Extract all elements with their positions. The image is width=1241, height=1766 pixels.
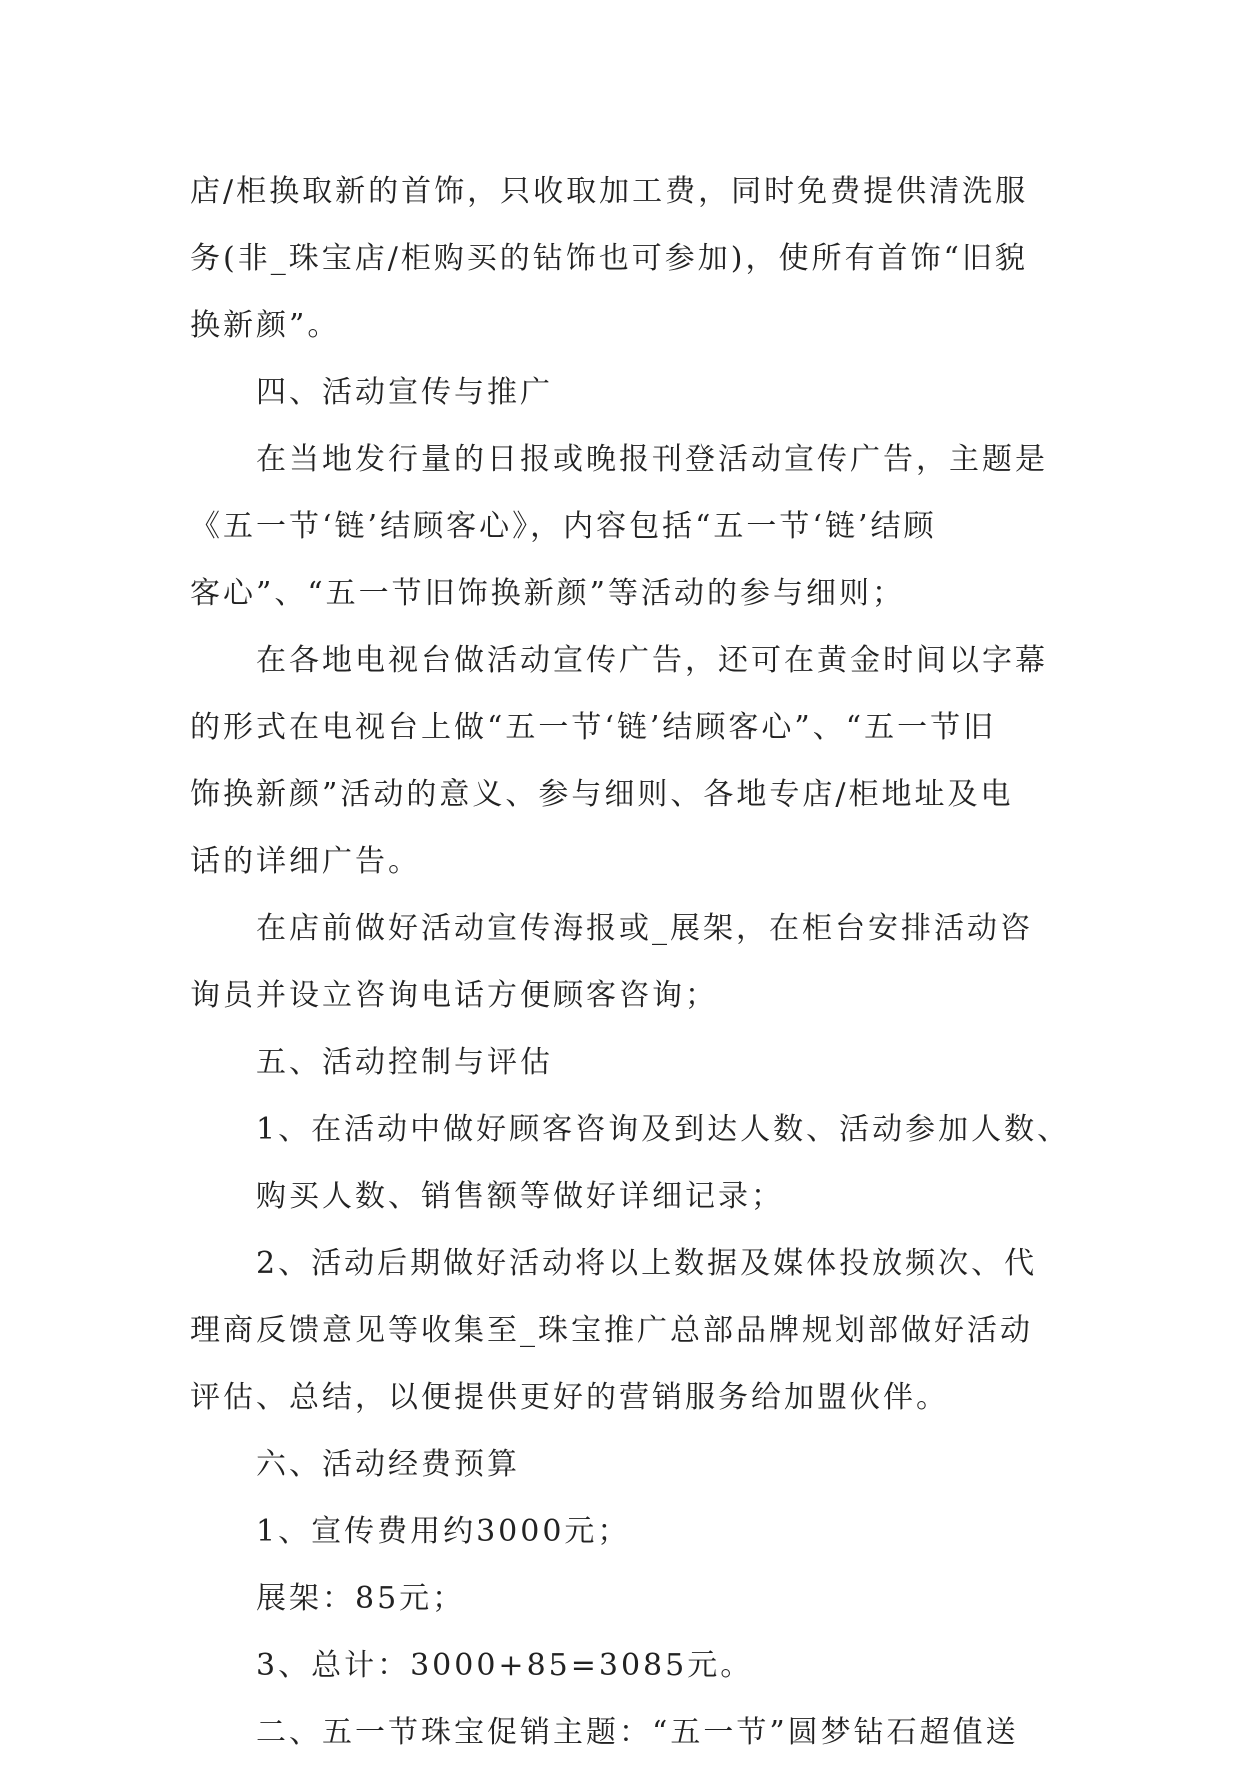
list-item: 展架：85元； (256, 1581, 466, 1616)
text-line: 饰换新颜”活动的意义、参与细则、各地专店/柜地址及电 (190, 777, 1014, 812)
text-line: 在当地发行量的日报或晚报刊登活动宣传广告，主题是 (256, 442, 1048, 477)
list-item: 1、在活动中做好顾客咨询及到达人数、活动参加人数、 (256, 1112, 1071, 1147)
text-line: 务(非_珠宝店/柜购买的钻饰也可参加)，使所有首饰“旧貌 (190, 241, 1028, 276)
text-line: 询员并设立咨询电话方便顾客咨询； (190, 978, 718, 1013)
text-line: 换新颜”。 (190, 308, 341, 343)
text-line: 话的详细广告。 (190, 844, 421, 879)
section-heading: 五、活动控制与评估 (256, 1045, 553, 1080)
list-item: 3、总计：3000+85=3085元。 (256, 1648, 754, 1683)
text-line: 在店前做好活动宣传海报或_展架，在柜台安排活动咨 (256, 911, 1033, 946)
text-line: 购买人数、销售额等做好详细记录； (256, 1179, 784, 1214)
document-page (190, 158, 1070, 1766)
section-heading: 二、五一节珠宝促销主题：“五一节”圆梦钻石超值送 (256, 1715, 1019, 1750)
list-item: 2、活动后期做好活动将以上数据及媒体投放频次、代 (256, 1246, 1038, 1281)
section-heading: 四、活动宣传与推广 (256, 375, 553, 410)
text-line: 在各地电视台做活动宣传广告，还可在黄金时间以字幕 (256, 643, 1048, 678)
text-line: 的形式在电视台上做“五一节‘链’结顾客心”、“五一节旧 (190, 710, 997, 745)
text-line: 理商反馈意见等收集至_珠宝推广总部品牌规划部做好活动 (190, 1313, 1033, 1348)
text-line: 《五一节‘链’结顾客心》，内容包括“五一节‘链’结顾 (190, 509, 937, 544)
section-heading: 六、活动经费预算 (256, 1447, 520, 1482)
text-line: 店/柜换取新的首饰，只收取加工费，同时免费提供清洗服 (190, 174, 1029, 209)
text-line: 客心”、“五一节旧饰换新颜”等活动的参与细则； (190, 576, 906, 611)
text-line: 评估、总结，以便提供更好的营销服务给加盟伙伴。 (190, 1380, 949, 1415)
list-item: 1、宣传费用约3000元； (256, 1514, 631, 1549)
